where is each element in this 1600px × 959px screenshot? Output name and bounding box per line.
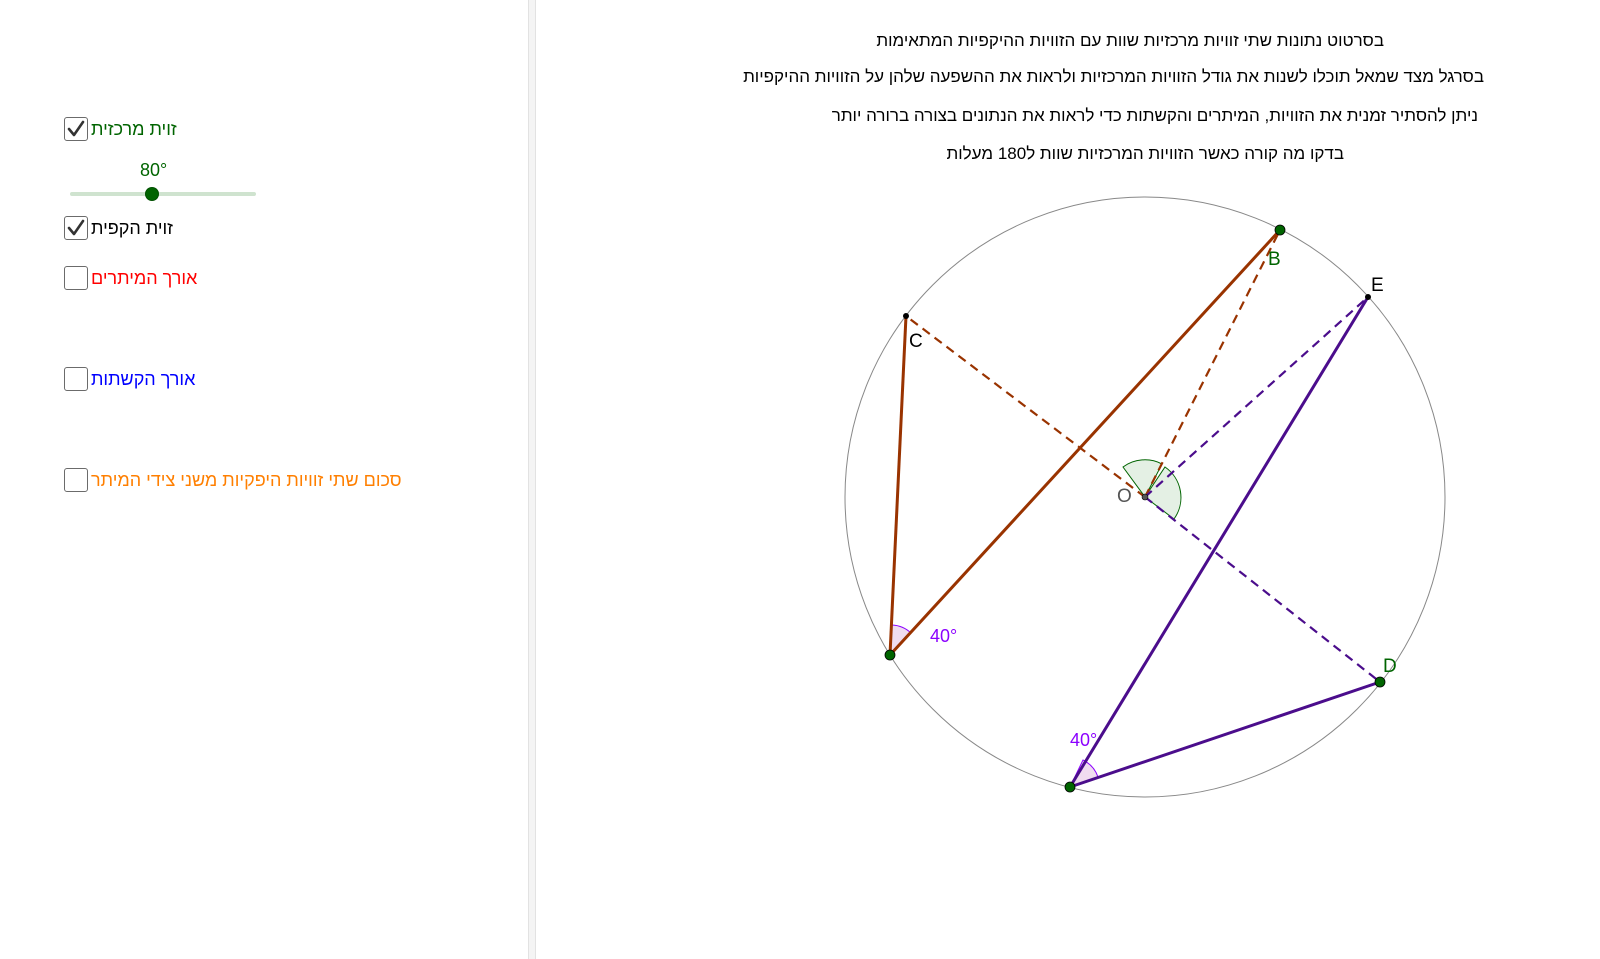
- inscribed-angle-label-1: 40°: [930, 626, 958, 646]
- point-o[interactable]: [1142, 494, 1148, 500]
- sum-angles-checkbox[interactable]: [64, 468, 88, 492]
- radius-oc: [906, 316, 1145, 497]
- arc-length-checkbox[interactable]: [64, 367, 88, 391]
- point-f[interactable]: [1065, 782, 1075, 792]
- label-o: O: [1117, 486, 1132, 507]
- point-b[interactable]: [1275, 225, 1285, 235]
- inscribed-angle-row[interactable]: [64, 214, 173, 242]
- label-c: C: [909, 331, 923, 352]
- radius-od: [1145, 497, 1380, 682]
- point-a[interactable]: [885, 650, 895, 660]
- chord-length-row[interactable]: [64, 264, 197, 292]
- label-d: D: [1383, 656, 1397, 677]
- instruction-line-1: בסרטוט נתונות שתי זוויות מרכזיות שוות עם הזוויות ההיקפיות המתאימות: [876, 31, 1384, 50]
- graphics-view[interactable]: [536, 0, 1600, 959]
- geometry-diagram: [536, 0, 1600, 959]
- chord-length-checkbox[interactable]: [64, 266, 88, 290]
- chord-length-label: אורך המיתרים: [91, 267, 198, 288]
- checkmark-icon: [66, 218, 86, 238]
- chord-ab: [890, 230, 1280, 655]
- sum-angles-row[interactable]: [64, 466, 402, 494]
- inscribed-angle-label: זוית הקפית: [91, 217, 174, 238]
- central-angle-checkbox[interactable]: [64, 117, 88, 141]
- panel-divider[interactable]: [528, 0, 536, 959]
- central-angle-row[interactable]: [64, 115, 177, 143]
- radius-oe: [1145, 297, 1368, 497]
- arc-length-row[interactable]: [64, 365, 195, 393]
- point-c[interactable]: [903, 313, 909, 319]
- sum-angles-label: סכום שתי זוויות היפקיות משני צידי המיתר: [91, 469, 402, 490]
- point-d[interactable]: [1375, 677, 1385, 687]
- checkmark-icon: [66, 119, 86, 139]
- radius-ob: [1145, 230, 1280, 497]
- central-angle-label: זוית מרכזית: [91, 118, 177, 139]
- central-angle-slider[interactable]: [70, 192, 256, 196]
- instruction-line-2: בסרגל מצד שמאל תוכלו לשנות את גודל הזוויות המרכזיות ולראות את ההשפעה שלהן על הזוויות ההיקפיות: [743, 67, 1484, 86]
- inscribed-angle-label-2: 40°: [1070, 730, 1098, 750]
- chord-fd: [1070, 682, 1380, 787]
- slider-thumb[interactable]: [145, 187, 159, 201]
- chord-fe: [1070, 297, 1368, 787]
- arc-length-label: אורך הקשתות: [91, 368, 196, 389]
- inscribed-angle-checkbox[interactable]: [64, 216, 88, 240]
- slider-value: 80°: [140, 160, 168, 180]
- chord-ac: [890, 316, 906, 655]
- instruction-line-3: ניתן להסתיר זמנית את הזוויות, המיתרים והקשתות כדי לראות את הנתונים בצורה ברורה יותר: [831, 106, 1478, 125]
- label-e: E: [1371, 275, 1384, 296]
- algebra-panel: [0, 0, 528, 959]
- instruction-line-4: בדקו מה קורה כאשר הזוויות המרכזיות שוות ל180 מעלות: [946, 144, 1344, 163]
- label-b: B: [1268, 249, 1281, 270]
